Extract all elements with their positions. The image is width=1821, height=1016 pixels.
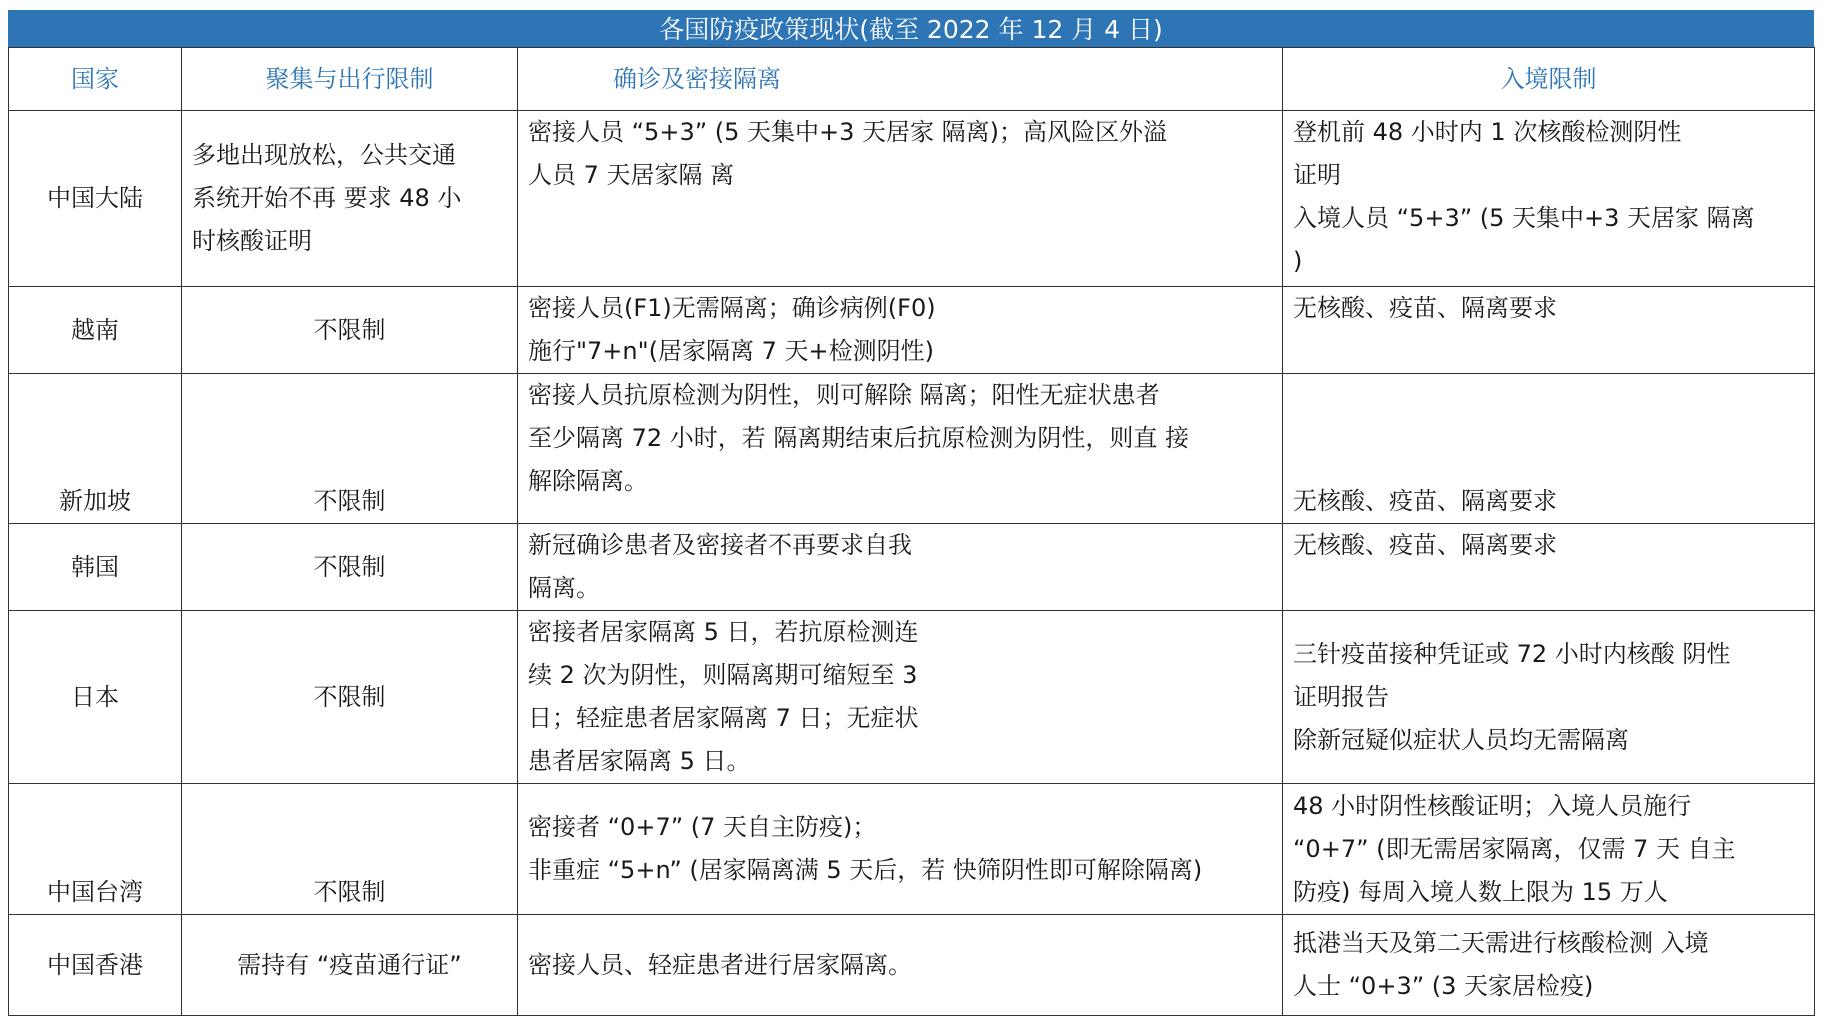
quarantine-cell-line: 密接人员(F1)无需隔离；确诊病例(F0): [528, 294, 936, 322]
entry-cell: [1283, 111, 1815, 287]
header-gathering: 聚集与出行限制: [182, 48, 518, 111]
quarantine-cell-line: 密接人员 “5+3” (5 天集中+3 天居家 隔离)；高风险区外溢: [528, 118, 1168, 146]
country-cell: 韩国: [9, 524, 182, 611]
entry-cell: [1283, 287, 1815, 374]
gathering-cell: [182, 111, 518, 287]
gathering-cell-line: 不限制: [313, 878, 386, 906]
entry-cell-line: 人士 “0+3” (3 天家居检疫): [1293, 972, 1594, 1000]
table-row: [9, 524, 1815, 611]
entry-cell-line: 抵港当天及第二天需进行核酸检测 入境: [1293, 929, 1709, 957]
entry-cell-line: 48 小时阴性核酸证明；入境人员施行: [1293, 791, 1692, 820]
quarantine-cell-line: 日；轻症患者居家隔离 7 日；无症状: [528, 704, 919, 732]
entry-cell-line: 三针疫苗接种凭证或 72 小时内核酸 阴性: [1293, 639, 1731, 668]
quarantine-cell: [518, 111, 1283, 287]
entry-cell: [1283, 915, 1815, 1016]
policy-document: [8, 10, 1814, 1016]
gathering-cell: [182, 915, 518, 1016]
quarantine-cell: [518, 784, 1283, 915]
entry-cell-line: ): [1293, 247, 1303, 275]
header-row: [9, 48, 1815, 111]
quarantine-cell: [518, 287, 1283, 374]
quarantine-cell: [518, 915, 1283, 1016]
gathering-cell: [182, 611, 518, 784]
header-quarantine: 确诊及密接隔离: [518, 48, 1283, 111]
quarantine-cell-line: 密接人员抗原检测为阴性，则可解除 隔离；阳性无症状患者: [528, 381, 1160, 409]
gathering-cell-line: 不限制: [313, 487, 386, 515]
country-cell: 越南: [9, 287, 182, 374]
entry-cell-line: 登机前 48 小时内 1 次核酸检测阴性: [1293, 118, 1682, 146]
entry-cell: [1283, 374, 1815, 524]
table-row: [9, 784, 1815, 915]
entry-cell-line: 证明报告: [1293, 682, 1389, 711]
gathering-cell: [182, 287, 518, 374]
quarantine-cell-line: 密接者 “0+7” (7 天自主防疫)；: [528, 813, 877, 841]
entry-cell: [1283, 611, 1815, 784]
gathering-cell: [182, 524, 518, 611]
gathering-cell-line: 时核酸证明: [192, 227, 312, 255]
gathering-cell-line: 系统开始不再 要求 48 小: [192, 184, 462, 212]
country-cell: 新加坡: [9, 374, 182, 524]
entry-cell-line: 入境人员 “5+3” (5 天集中+3 天居家 隔离: [1293, 204, 1755, 232]
table-row: [9, 611, 1815, 784]
gathering-cell-line: 多地出现放松，公共交通: [192, 141, 456, 169]
gathering-cell-line: 不限制: [313, 315, 386, 344]
policy-table: [8, 47, 1815, 1016]
entry-cell-line: 防疫) 每周入境人数上限为 15 万人: [1293, 877, 1668, 906]
entry-cell-line: 除新冠疑似症状人员均无需隔离: [1293, 725, 1629, 754]
quarantine-cell-line: 患者居家隔离 5 日。: [528, 747, 751, 775]
table-row: [9, 287, 1815, 374]
country-cell: 中国大陆: [9, 111, 182, 287]
header-country: 国家: [9, 48, 182, 111]
quarantine-cell-line: 解除隔离。: [528, 467, 648, 495]
quarantine-cell-line: 密接者居家隔离 5 日，若抗原检测连: [528, 618, 919, 646]
entry-cell: [1283, 524, 1815, 611]
gathering-cell: [182, 374, 518, 524]
quarantine-cell: [518, 524, 1283, 611]
gathering-cell: [182, 784, 518, 915]
quarantine-cell-line: 人员 7 天居家隔 离: [528, 161, 735, 189]
entry-cell-line: 无核酸、疫苗、隔离要求: [1293, 531, 1557, 559]
gathering-cell-line: 需持有 “疫苗通行证”: [237, 950, 462, 979]
gathering-cell-line: 不限制: [313, 682, 386, 711]
table-row: [9, 915, 1815, 1016]
table-title: 各国防疫政策现状(截至 2022 年 12 月 4 日): [8, 10, 1814, 47]
quarantine-cell-line: 隔离。: [528, 574, 600, 602]
quarantine-cell-line: 新冠确诊患者及密接者不再要求自我: [528, 531, 912, 559]
gathering-cell-line: 不限制: [313, 552, 386, 581]
entry-cell: [1283, 784, 1815, 915]
table-body: [9, 111, 1815, 1016]
country-cell: 中国台湾: [9, 784, 182, 915]
quarantine-cell-line: 非重症 “5+n” (居家隔离满 5 天后，若 快筛阴性即可解除隔离): [528, 856, 1203, 884]
header-entry: 入境限制: [1283, 48, 1815, 111]
entry-cell-line: 证明: [1293, 161, 1341, 189]
country-cell: 中国香港: [9, 915, 182, 1016]
entry-cell-line: 无核酸、疫苗、隔离要求: [1293, 487, 1557, 515]
table-row: [9, 374, 1815, 524]
entry-cell-line: 无核酸、疫苗、隔离要求: [1293, 294, 1557, 322]
entry-cell-line: “0+7” (即无需居家隔离，仅需 7 天 自主: [1293, 834, 1736, 863]
quarantine-cell-line: 续 2 次为阴性，则隔离期可缩短至 3: [528, 661, 918, 689]
table-row: [9, 111, 1815, 287]
quarantine-cell-line: 施行"7+n"(居家隔离 7 天+检测阴性): [528, 337, 935, 365]
quarantine-cell: [518, 611, 1283, 784]
quarantine-cell: [518, 374, 1283, 524]
country-cell: 日本: [9, 611, 182, 784]
quarantine-cell-line: 密接人员、轻症患者进行居家隔离。: [528, 950, 912, 979]
quarantine-cell-line: 至少隔离 72 小时，若 隔离期结束后抗原检测为阴性，则直 接: [528, 424, 1190, 452]
